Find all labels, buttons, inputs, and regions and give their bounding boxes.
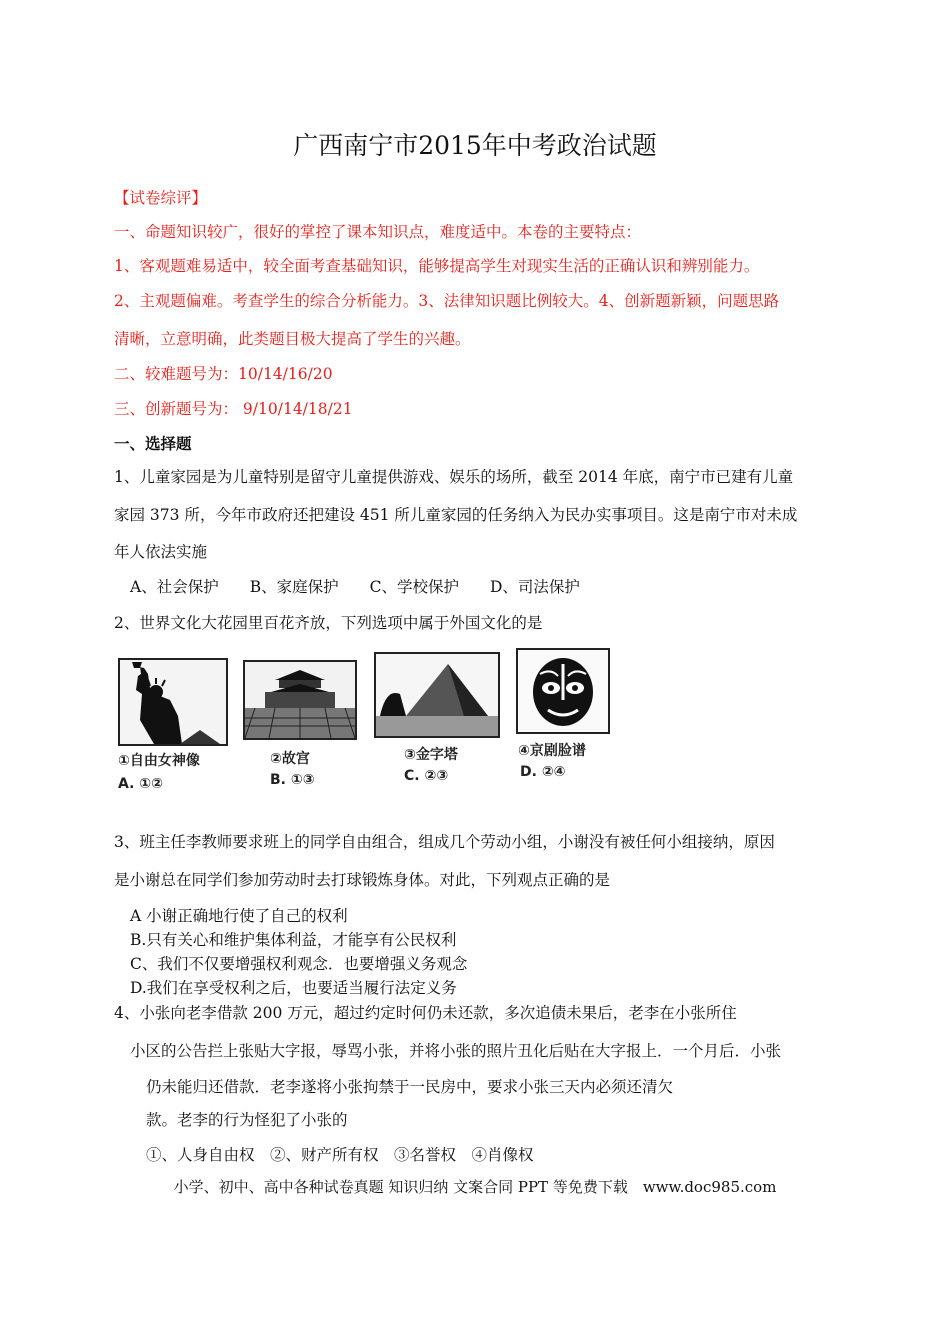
question-3-option: D.我们在享受权利之后，也要适当履行法定义务 <box>130 979 457 997</box>
question-1-line: 家园 373 所，今年市政府还把建设 451 所儿童家园的任务纳入为民办实事项目。这是南宁市对未成 <box>114 506 798 524</box>
picture-option: D. ②④ <box>520 764 566 780</box>
question-4-line: 仍未能归还借款．老李遂将小张拘禁于一民房中，要求小张三天内必须还清欠 <box>146 1078 674 1096</box>
question-3-line: 3、班主任李教师要求班上的同学自由组合，组成几个劳动小组，小谢没有被任何小组接纳，原因 <box>114 833 775 851</box>
question-3-option: A 小谢正确地行使了自己的权利 <box>130 907 348 925</box>
picture-caption: ②故宫 <box>270 751 310 767</box>
question-1-line: 1、儿童家园是为儿童特别是留守儿童提供游戏、娱乐的场所，截至 2014 年底，南宁市已建有儿童 <box>114 468 794 486</box>
pyramid-icon <box>376 654 498 736</box>
question-4-line: 小区的公告拦上张贴大字报，辱骂小张，并将小张的照片丑化后贴在大字报上．一个月后．小张 <box>130 1042 782 1060</box>
question-2-stem: 2、世界文化大花园里百花齐放，下列选项中属于外国文化的是 <box>114 614 543 632</box>
statue-of-liberty-image <box>118 658 228 746</box>
review-line: 一、命题知识较广，很好的掌控了课本知识点，难度适中。本卷的主要特点： <box>114 223 642 241</box>
section-heading: 一、选择题 <box>114 434 192 453</box>
picture-option: A. ①② <box>118 776 163 792</box>
statue-of-liberty-icon <box>120 660 226 744</box>
question-1-line: 年人依法实施 <box>114 543 208 561</box>
question-3-option: B.只有关心和维护集体利益，才能享有公民权利 <box>130 931 457 949</box>
picture-caption: ③金字塔 <box>404 747 458 763</box>
page-title: 广西南宁市2015年中考政治试题 <box>293 131 657 160</box>
forbidden-city-image <box>243 660 357 740</box>
review-line: 1、客观题难易适中，较全面考查基础知识，能够提高学生对现实生活的正确认识和辨别能力。 <box>114 257 760 275</box>
review-heading: 【试卷综评】 <box>114 189 208 207</box>
question-3-option: C、我们不仅要增强权利观念．也要增强义务观念 <box>130 955 468 973</box>
question-4-options: ①、人身自由权 ②、财产所有权 ③名誉权 ④肖像权 <box>146 1146 534 1164</box>
picture-option: B. ①③ <box>270 772 315 788</box>
review-line: 2、主观题偏难。考查学生的综合分析能力。3、法律知识题比例较大。4、创新题新颖，问题思路 <box>114 292 780 310</box>
review-line: 三、创新题号为： 9/10/14/18/21 <box>114 400 353 418</box>
question-4-line: 4、小张向老李借款 200 万元，超过约定时何仍未还款，多次追债未果后，老李在小张所住 <box>114 1004 737 1022</box>
review-line: 清晰，立意明确，此类题目极大提高了学生的兴趣。 <box>114 330 471 348</box>
picture-option: C. ②③ <box>404 768 449 784</box>
question-1-options: A、社会保护 B、家庭保护 C、学校保护 D、司法保护 <box>130 578 580 596</box>
picture-caption: ④京剧脸谱 <box>518 743 586 759</box>
picture-caption: ①自由女神像 <box>118 753 200 769</box>
forbidden-city-icon <box>245 662 355 738</box>
page-footer: 小学、初中、高中各种试卷真题 知识归纳 文案合同 PPT 等免费下载 www.doc985.com <box>173 1178 777 1196</box>
question-3-line: 是小谢总在同学们参加劳动时去打球锻炼身体。对此，下列观点正确的是 <box>114 871 611 889</box>
opera-mask-icon <box>518 650 608 732</box>
pyramid-image <box>374 652 500 738</box>
opera-mask-image <box>516 648 610 734</box>
question-4-line: 款。老李的行为怪犯了小张的 <box>146 1111 348 1129</box>
review-line: 二、较难题号为：10/14/16/20 <box>114 365 333 383</box>
